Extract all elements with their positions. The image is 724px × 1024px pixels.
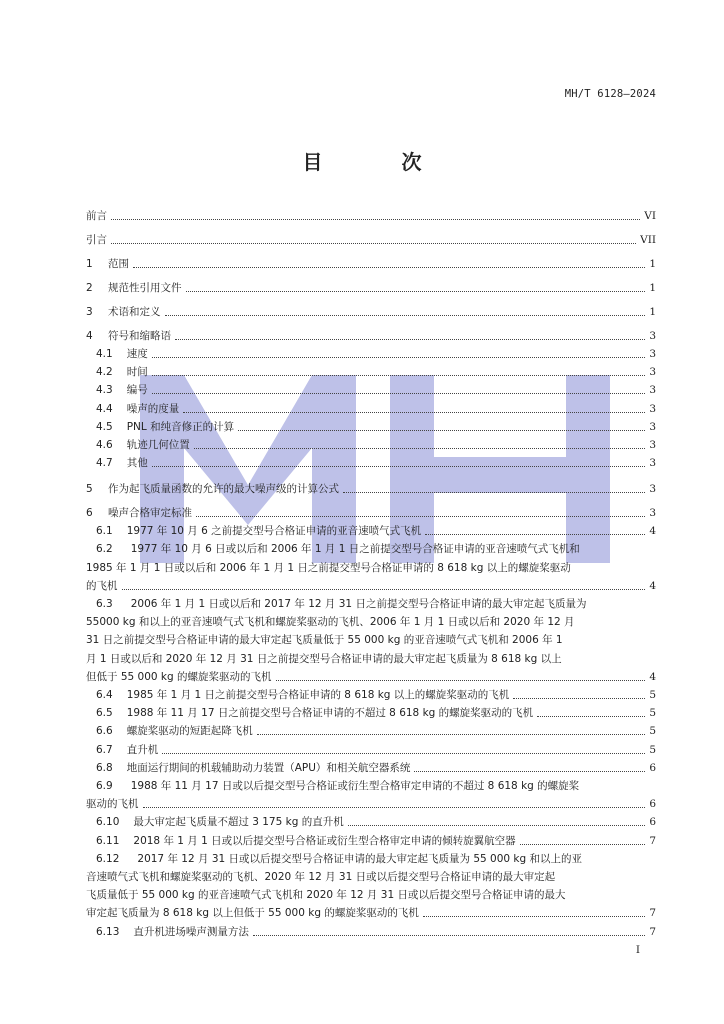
toc-entry-text: 2017 年 12 月 31 日或以后提交型号合格证申请的最大审定起飞质量为 55 000 kg 和以上的亚 <box>137 852 583 865</box>
toc-entry-page: 4 <box>649 525 656 538</box>
toc-entry-title: 直升机进场噪声测量方法 <box>133 925 249 938</box>
toc-entry-number: 4.1 <box>96 348 113 360</box>
toc-entry-line: 音速喷气式飞机和螺旋桨驱动的飞机、2020 年 12 月 31 日或以后提交型号合格证申请的最大审定起 <box>86 871 556 883</box>
toc-entry-number: 6.9 <box>96 780 113 792</box>
dot-leader <box>194 440 646 449</box>
toc-entry-title: 地面运行期间的机载辅助动力装置（APU）和相关航空器系统 <box>126 761 411 774</box>
toc-entry[interactable] <box>86 282 656 294</box>
toc-entry-page: 3 <box>649 402 656 415</box>
toc-entry-title: 直升机 <box>126 743 159 756</box>
toc-entry-number: 2 <box>86 282 93 294</box>
dot-leader <box>186 283 646 292</box>
toc-entry[interactable] <box>96 366 656 378</box>
dot-leader <box>423 908 645 917</box>
dot-leader <box>143 799 646 808</box>
toc-entry[interactable] <box>96 707 656 719</box>
toc-entry-line <box>96 598 656 610</box>
dot-leader <box>122 581 646 590</box>
toc-entry-page: 1 <box>649 258 656 270</box>
dot-leader <box>238 422 645 431</box>
toc-entry-page: 7 <box>649 925 656 938</box>
dot-leader <box>196 508 645 517</box>
dot-leader <box>162 745 645 754</box>
toc-entry-title: 螺旋桨驱动的短距起降飞机 <box>126 725 253 738</box>
toc-entry-title: 噪声的度量 <box>126 402 180 415</box>
toc-entry-title: 的飞机 <box>86 579 118 592</box>
toc-entry-page: VI <box>644 210 656 222</box>
toc-entry-page: 5 <box>649 689 656 701</box>
toc-entry-title: 驱动的飞机 <box>86 798 139 811</box>
toc-entry-title: 轨迹几何位置 <box>126 439 190 451</box>
toc-entry-page: 1 <box>649 306 656 318</box>
dot-leader <box>425 526 645 535</box>
toc-entry-text: 1988 年 11 月 17 日或以后提交型号合格证或衍生型合格审定申请的不超过 8 618 kg 的螺旋桨 <box>130 780 580 792</box>
toc-entry-number: 6.6 <box>96 725 113 738</box>
toc-entry-title: 1977 年 10 月 6 之前提交型号合格证申请的亚音速喷气式飞机 <box>126 525 422 538</box>
toc-entry[interactable] <box>96 744 656 756</box>
dot-leader <box>276 672 646 681</box>
toc-entry-number: 4 <box>86 330 93 342</box>
toc-entry-number: 5 <box>86 483 93 496</box>
toc-entry-line <box>96 543 656 555</box>
toc-entry-title: 引言 <box>86 234 107 246</box>
toc-entry[interactable] <box>86 306 656 318</box>
dot-leader <box>513 690 645 699</box>
toc-entry[interactable] <box>96 457 656 469</box>
toc-entry-title: 噪声合格审定标准 <box>108 507 192 520</box>
dot-leader <box>165 307 646 316</box>
toc-entry-title: 最大审定起飞质量不超过 3 175 kg 的直升机 <box>133 816 344 829</box>
toc-entry-number: 6.7 <box>96 743 113 756</box>
toc-entry-page: 6 <box>649 761 656 774</box>
dot-leader <box>133 259 645 268</box>
toc-entry-number: 6.13 <box>96 925 120 938</box>
toc-entry-title: 规范性引用文件 <box>108 282 182 294</box>
toc-entry[interactable] <box>86 907 656 919</box>
toc-entry[interactable] <box>96 439 656 451</box>
toc-entry[interactable] <box>86 671 656 683</box>
toc-entry-page: 3 <box>649 420 656 433</box>
toc-entry-line: 飞质量低于 55 000 kg 的亚音速喷气式飞机和 2020 年 12 月 31 日或以后提交型号合格证申请的最大 <box>86 889 566 902</box>
toc-entry-number: 6.10 <box>96 816 120 829</box>
toc-entry-number: 4.6 <box>96 439 113 451</box>
toc-entry-number: 4.4 <box>96 402 113 415</box>
toc-entry-page: 3 <box>649 457 656 470</box>
toc-entry-page: 6 <box>649 816 656 829</box>
toc-entry[interactable] <box>86 798 656 810</box>
toc-entry[interactable] <box>86 234 656 246</box>
toc-entry[interactable] <box>86 330 656 342</box>
toc-entry-line <box>96 853 656 865</box>
toc-entry-page: VII <box>640 234 656 246</box>
toc-entry-number: 6.5 <box>96 707 113 720</box>
toc-entry-number: 6.4 <box>96 689 113 701</box>
toc-entry-page: 3 <box>649 384 656 397</box>
toc-entry-number: 4.3 <box>96 384 113 397</box>
toc-entry-page: 5 <box>649 743 656 756</box>
toc-entry-text: 1977 年 10 月 6 日或以后和 2006 年 1 月 1 日之前提交型号合格证申请的亚音速喷气式飞机和 <box>130 543 580 556</box>
toc-entry-page: 1 <box>649 282 656 294</box>
toc-entry[interactable] <box>96 525 656 537</box>
toc-entry-number: 6.8 <box>96 761 113 774</box>
toc-entry[interactable] <box>86 210 656 222</box>
toc-entry-page: 3 <box>649 507 656 520</box>
toc-entry[interactable] <box>96 421 656 433</box>
toc-entry-page: 3 <box>649 366 656 379</box>
toc-entry-title: 2018 年 1 月 1 日或以后提交型号合格证或衍生型合格审定申请的倾转旋翼航空器 <box>133 834 516 847</box>
toc-entry[interactable] <box>96 384 656 396</box>
dot-leader <box>111 211 640 220</box>
dot-leader <box>348 817 646 826</box>
toc-entry-page: 3 <box>649 483 656 496</box>
toc-entry-title: PNL 和纯音修正的计算 <box>126 420 235 433</box>
toc-entry-title: 作为起飞质量函数的允许的最大噪声级的计算公式 <box>108 483 339 496</box>
toc-entry[interactable] <box>86 580 656 592</box>
toc-entry-page: 5 <box>649 707 656 720</box>
page-title: 目 次 <box>302 150 458 174</box>
dot-leader <box>183 404 645 413</box>
page-number: I <box>635 944 640 956</box>
toc-entry[interactable] <box>96 725 656 737</box>
dot-leader <box>520 836 646 845</box>
toc-entry-title: 速度 <box>126 348 148 360</box>
dot-leader <box>414 763 645 772</box>
toc-entry[interactable] <box>96 926 656 938</box>
dot-leader <box>257 726 646 735</box>
toc-entry-page: 5 <box>649 725 656 738</box>
toc-entry-title: 1988 年 11 月 17 日之前提交型号合格证申请的不超过 8 618 kg 的螺旋桨驱动的飞机 <box>126 707 534 720</box>
toc-entry-line: 月 1 日或以后和 2020 年 12 月 31 日之前提交型号合格证申请的最大审定起飞质量为 8 618 kg 以上 <box>86 652 562 665</box>
toc-entry-number: 3 <box>86 306 93 318</box>
toc-entry-title: 术语和定义 <box>108 306 161 318</box>
dot-leader <box>175 331 645 340</box>
toc-entry-number: 4.5 <box>96 420 113 433</box>
toc-entry-number: 6 <box>86 507 93 520</box>
toc-entry-text: 2006 年 1 月 1 日或以后和 2017 年 12 月 31 日之前提交型号合格证申请的最大审定起飞质量为 <box>130 598 587 610</box>
toc-entry[interactable] <box>86 507 656 519</box>
dot-leader <box>152 349 646 358</box>
toc-entry-title: 但低于 55 000 kg 的螺旋桨驱动的飞机 <box>86 670 272 683</box>
toc-entry[interactable] <box>96 762 656 774</box>
toc-entry-number: 4.2 <box>96 366 113 379</box>
toc-entry-line: 1985 年 1 月 1 日或以后和 2006 年 1 月 1 日之前提交型号合格证申请的 8 618 kg 以上的螺旋桨驱动 <box>86 561 571 574</box>
toc-entry-number: 6.1 <box>96 525 113 538</box>
toc-entry[interactable] <box>96 348 656 360</box>
toc-entry-title: 时间 <box>126 366 148 379</box>
toc-entry-page: 4 <box>649 670 656 683</box>
dot-leader <box>152 385 646 394</box>
toc-entry-page: 3 <box>649 330 656 342</box>
toc-entry-title: 范围 <box>108 258 129 270</box>
toc-entry-number: 6.2 <box>96 543 113 556</box>
toc-entry-title: 1985 年 1 月 1 日之前提交型号合格证申请的 8 618 kg 以上的螺旋桨驱动的飞机 <box>126 689 510 701</box>
toc-entry-title: 其他 <box>126 457 148 470</box>
toc-entry-number: 6.11 <box>96 834 120 847</box>
toc-entry-line: 55000 kg 和以上的亚音速喷气式飞机和螺旋桨驱动的飞机、2006 年 1 月 1 日或以后和 2020 年 12 月 <box>86 616 575 629</box>
toc-entry-title: 审定起飞质量为 8 618 kg 以上但低于 55 000 kg 的螺旋桨驱动的飞机 <box>86 907 419 920</box>
toc-entry-number: 6.12 <box>96 852 120 865</box>
toc-entry-page: 4 <box>649 579 656 592</box>
toc-entry[interactable] <box>96 835 656 847</box>
toc-entry-page: 7 <box>649 834 656 847</box>
toc-entry[interactable] <box>86 258 656 270</box>
dot-leader <box>253 927 645 936</box>
toc-entry-line: 31 日之前提交型号合格证申请的最大审定起飞质量低于 55 000 kg 的亚音速喷气式飞机和 2006 年 1 <box>86 634 563 647</box>
toc-entry-page: 3 <box>649 439 656 451</box>
toc-entry-title: 编号 <box>126 384 148 397</box>
toc-entry-line <box>96 780 656 792</box>
toc-entry-title: 前言 <box>86 210 107 222</box>
dot-leader <box>111 235 636 244</box>
dot-leader <box>152 367 646 376</box>
toc-entry[interactable] <box>86 483 656 495</box>
document-id: MH/T 6128—2024 <box>564 88 656 100</box>
dot-leader <box>343 484 645 493</box>
toc-entry[interactable] <box>96 689 656 701</box>
toc-entry[interactable] <box>96 816 656 828</box>
toc-entry-title: 符号和缩略语 <box>108 330 171 342</box>
toc-entry-number: 6.3 <box>96 598 113 610</box>
dot-leader <box>537 708 645 717</box>
toc-entry-page: 3 <box>649 348 656 360</box>
toc-entry-number: 1 <box>86 258 93 270</box>
toc-entry[interactable] <box>96 403 656 415</box>
toc-entry-number: 4.7 <box>96 457 113 470</box>
toc-entry-page: 6 <box>649 798 656 811</box>
toc-entry-page: 7 <box>649 907 656 920</box>
dot-leader <box>152 458 646 467</box>
